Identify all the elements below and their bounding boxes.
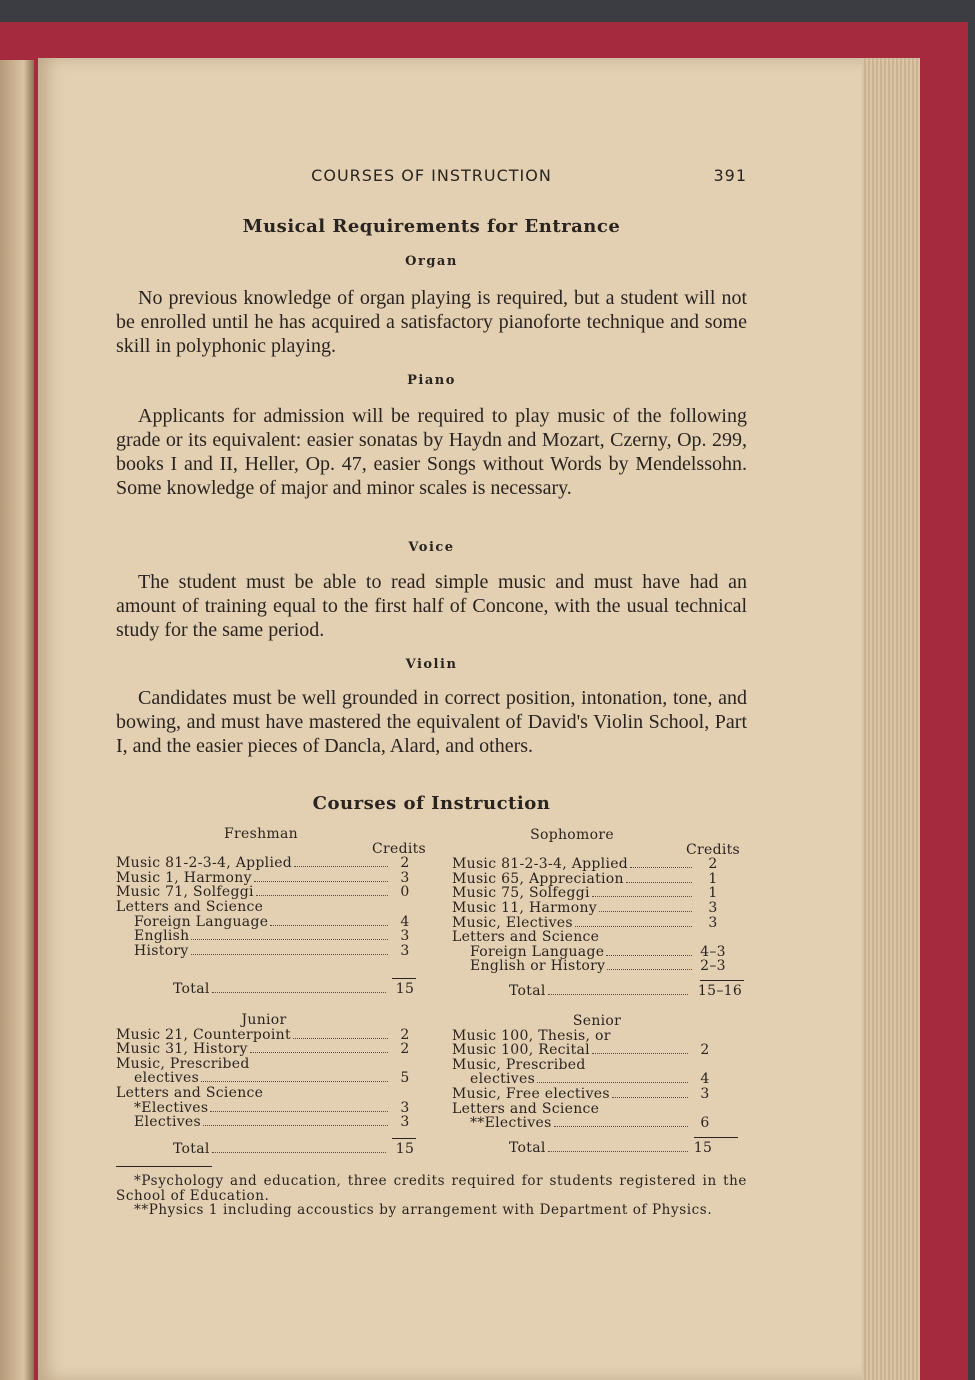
course-label: Letters and Science: [116, 898, 264, 915]
course-row: [116, 1086, 416, 1101]
course-label: *Electives: [134, 1099, 209, 1116]
total-label: Total: [509, 982, 546, 999]
course-row: [116, 871, 416, 886]
course-label: English: [134, 928, 190, 945]
course-credits: 1: [708, 885, 718, 902]
section-heading-voice: Voice: [408, 540, 455, 555]
course-credits: 2: [700, 1042, 710, 1059]
total-credits: 15: [693, 1139, 713, 1156]
dot-leader: [201, 1071, 388, 1082]
section-text-violin: Candidates must be well grounded in correct position, intonation, tone, and bowing, and must have mastered the equivalent of David's Violin School, Part I, and the easier pieces of Dancla, Alard, and others.: [116, 687, 747, 757]
dot-leader: [592, 1043, 688, 1054]
course-credits: 3: [700, 1085, 710, 1102]
course-label: **Electives: [470, 1115, 552, 1132]
total-rule-area: [116, 1130, 416, 1142]
section-text-organ: No previous knowledge of organ playing is required, but a student will not be enrolled until he has acquired a satisfactory pianoforte technique and some skill in polyphonic playing.: [116, 287, 747, 357]
sophomore-table: [452, 828, 748, 999]
course-label: Letters and Science: [452, 1100, 600, 1117]
freshman-rows: [116, 856, 416, 997]
dot-leader: [626, 872, 692, 883]
course-row: [452, 945, 748, 960]
course-row: [116, 900, 416, 915]
course-credits: 2: [400, 1026, 410, 1043]
running-header-title: COURSES OF INSTRUCTION: [311, 166, 552, 185]
course-row: [452, 1058, 748, 1073]
course-credits: 3: [400, 928, 410, 945]
section-text-piano: Applicants for admission will be required to play music of the following grade or its equivalent: easier sonatas by Haydn and Mozart, Czerny, Op. 299, books I and II, Heller, Op. 47, easier Songs without Words by Mendelssohn. Some knowledge of major and minor scales is necessary.: [116, 405, 747, 499]
dot-leader: [293, 1028, 388, 1039]
course-credits: 2: [400, 1041, 410, 1058]
sophomore-title: Sophomore: [530, 827, 614, 843]
credits-label: Credits: [372, 840, 427, 857]
course-label: Music 21, Counterpoint: [116, 1026, 291, 1043]
course-label: History: [134, 942, 189, 959]
credits-label: Credits: [686, 841, 741, 858]
course-label: English or History: [470, 958, 606, 975]
course-label: electives: [134, 1070, 200, 1087]
total-credits: 15: [395, 1140, 415, 1157]
dot-leader: [191, 929, 388, 940]
total-rule: [694, 1137, 738, 1138]
sophomore-rows: [452, 857, 748, 998]
course-row: [452, 857, 748, 872]
course-row: [116, 1028, 416, 1043]
course-credits: 6: [700, 1115, 710, 1132]
dot-leader: [554, 1116, 688, 1127]
course-credits: 2: [708, 856, 718, 873]
course-credits: 5: [400, 1070, 410, 1087]
course-credits: 0: [400, 884, 410, 901]
total-rule: [700, 980, 744, 981]
dot-leader: [612, 1087, 688, 1098]
dot-leader: [294, 856, 388, 867]
course-label: Music 81-2-3-4, Applied: [452, 856, 629, 873]
running-header: [116, 166, 747, 188]
dot-leader: [599, 901, 692, 912]
course-row: [452, 886, 748, 901]
section-heading-violin: Violin: [405, 657, 458, 672]
dot-leader: [606, 945, 692, 956]
course-row: [452, 1116, 748, 1131]
course-row: [452, 872, 748, 887]
course-row: [116, 929, 416, 944]
freshman-table: [116, 826, 427, 998]
course-row: [116, 1115, 416, 1130]
course-label: Music 81-2-3-4, Applied: [116, 855, 293, 872]
course-label: Music 100, Recital: [452, 1042, 590, 1059]
course-credits: 2: [400, 855, 410, 872]
course-row: [452, 930, 748, 945]
course-label: electives: [470, 1071, 536, 1088]
total-row: [116, 982, 416, 997]
dot-leader: [250, 1042, 388, 1053]
senior-rows: [452, 1029, 748, 1156]
course-credits: 4–3: [700, 943, 726, 960]
course-label: Music 11, Harmony: [452, 899, 597, 916]
course-credits: 3: [400, 942, 410, 959]
total-label: Total: [173, 981, 210, 998]
dot-leader: [270, 915, 388, 926]
course-label: Music, Electives: [452, 914, 573, 931]
course-label: Music 71, Solfeggi: [116, 884, 254, 901]
course-label: Music 31, History: [116, 1041, 248, 1058]
dot-leader: [575, 916, 692, 927]
course-label: Music 1, Harmony: [116, 869, 252, 886]
course-credits: 2–3: [700, 958, 726, 975]
dot-leader: [537, 1072, 688, 1083]
dot-leader: [210, 1101, 388, 1112]
course-row: [116, 915, 416, 930]
course-row: [452, 901, 748, 916]
course-label: Music 65, Appreciation: [452, 870, 624, 887]
course-row: [116, 1057, 416, 1072]
dot-leader: [203, 1115, 388, 1126]
section-heading-organ: Organ: [405, 254, 458, 269]
dot-leader: [548, 984, 688, 995]
dot-leader: [212, 982, 386, 993]
junior-rows: [116, 1028, 416, 1157]
course-row: [452, 1043, 748, 1058]
total-row: [116, 1142, 416, 1157]
total-rule-area: [116, 958, 416, 982]
course-row: [116, 1101, 416, 1116]
course-row: [452, 1072, 748, 1087]
course-row: [116, 944, 416, 959]
total-row: [452, 1141, 748, 1156]
junior-title: Junior: [241, 1012, 287, 1028]
dot-leader: [548, 1141, 688, 1152]
course-row: [452, 1102, 748, 1117]
course-credits: 4: [700, 1071, 710, 1088]
total-rule: [392, 1138, 416, 1139]
course-label: Letters and Science: [452, 929, 600, 946]
page-stack-edge: [862, 58, 920, 1380]
freshman-title: Freshman: [224, 826, 298, 842]
dot-leader: [254, 871, 388, 882]
junior-table: [116, 1013, 416, 1156]
courses-heading: Courses of Instruction: [312, 793, 551, 814]
dot-leader: [212, 1142, 386, 1153]
section-heading-piano: Piano: [407, 373, 456, 388]
course-label: Electives: [134, 1114, 202, 1131]
course-row: [116, 1071, 416, 1086]
course-row: [116, 885, 416, 900]
senior-table: [452, 1014, 748, 1155]
course-credits: 3: [400, 869, 410, 886]
course-label: Letters and Science: [116, 1084, 264, 1101]
course-credits: 3: [708, 914, 718, 931]
course-row: [452, 1087, 748, 1102]
total-credits: 15: [395, 981, 415, 998]
course-credits: 3: [708, 899, 718, 916]
course-credits: 4: [400, 913, 410, 930]
dot-leader: [592, 886, 692, 897]
course-label: Music 75, Solfeggi: [452, 885, 590, 902]
course-row: [452, 959, 748, 974]
total-row: [452, 984, 748, 999]
course-label: Foreign Language: [134, 913, 269, 930]
course-label: Music, Free electives: [452, 1085, 610, 1102]
total-rule: [392, 978, 416, 979]
course-label: Music 100, Thesis, or: [452, 1027, 611, 1044]
course-label: Foreign Language: [470, 943, 605, 960]
credits-header-row: [452, 843, 748, 858]
course-row: [116, 1042, 416, 1057]
course-credits: 3: [400, 1099, 410, 1116]
dot-leader: [191, 944, 388, 955]
senior-title: Senior: [572, 1013, 622, 1029]
total-label: Total: [173, 1140, 210, 1157]
credits-header-row: [116, 840, 427, 857]
dot-leader: [630, 857, 692, 868]
course-label: Music, Prescribed: [116, 1055, 250, 1072]
section-text-voice: The student must be able to read simple music and must have had an amount of training equal to the first half of Concone, with the usual technical study for the same period.: [116, 571, 747, 641]
main-heading: Musical Requirements for Entrance: [242, 216, 621, 237]
footnote-2: **Physics 1 including accoustics by arrangement with Department of Physics.: [134, 1202, 713, 1218]
facing-page-edge: [0, 60, 34, 1380]
course-row: [116, 856, 416, 871]
page-number: 391: [713, 166, 747, 185]
total-credits: 15–16: [697, 982, 743, 999]
course-row: [452, 916, 748, 931]
dot-leader: [256, 885, 388, 896]
course-row: [452, 1029, 748, 1044]
footnote-rule: [116, 1166, 212, 1167]
total-label: Total: [509, 1139, 546, 1156]
dot-leader: [607, 959, 692, 970]
course-label: Music, Prescribed: [452, 1056, 586, 1073]
course-credits: 3: [400, 1114, 410, 1131]
footnote-1: *Psychology and education, three credits required for students registered in the School of Education.: [116, 1173, 747, 1204]
course-credits: 1: [708, 870, 718, 887]
